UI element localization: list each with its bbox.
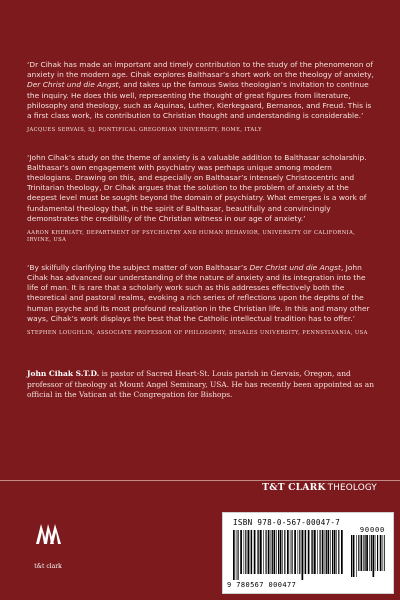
endorsement-attribution-1: JACQUES SERVAIS, SJ, PONTIFICAL GREGORIAN UNIVERSITY, ROME, ITALY xyxy=(27,127,262,134)
barcode-bar xyxy=(312,530,313,574)
barcode-bar xyxy=(330,530,331,574)
barcode-bar xyxy=(302,530,304,580)
barcode-bar xyxy=(383,535,384,571)
barcode-bar xyxy=(254,530,256,574)
barcode-bar xyxy=(366,535,368,571)
publisher-logo-icon xyxy=(28,518,68,560)
barcode-bar xyxy=(369,535,370,571)
barcode-bar xyxy=(238,530,239,580)
publisher-logo xyxy=(28,518,68,570)
barcode-bar xyxy=(305,530,306,574)
barcode-bar xyxy=(260,530,262,574)
barcode-bar xyxy=(377,535,378,571)
barcode-bar xyxy=(271,530,272,574)
barcode-bar xyxy=(280,530,282,574)
barcode-bar xyxy=(263,530,264,574)
barcode-bar xyxy=(299,530,300,574)
barcode-bar xyxy=(380,535,382,571)
barcode-bar xyxy=(334,530,336,574)
endorsement-quote-2: ‘John Cihak’s study on the theme of anxiety is a valuable addition to Balthasar scholarship. Balthasar’s own engagement with psychiatry was perhaps unique among modern theologians. Drawing on this, and especially on Balthasar’s intensely Christocentric and Trinitarian theology, Dr Cihak argues that the solution to the problem of anxiety at the deepest level must be sought beyond the domain of psychiatry. What emerges is a work of fundamental theology that, in the spirit of Balthasar, beautifully and convincingly demonstrates the credibility of the Christian witness in our age of anxiety.’ xyxy=(27,152,367,223)
author-bio xyxy=(27,369,378,400)
barcode-bar xyxy=(274,530,276,574)
barcode-bar xyxy=(325,530,326,574)
barcode-digits: 9 780567 000477 xyxy=(227,581,297,589)
barcode-bar xyxy=(384,535,385,571)
barcode-bar xyxy=(258,530,259,574)
barcode-bar xyxy=(332,530,333,574)
barcode-bar xyxy=(326,530,327,574)
barcode-bar xyxy=(236,530,237,580)
imprint-brand: T&T CLARK xyxy=(262,482,326,493)
barcode-bar xyxy=(287,530,289,574)
barcode-bar xyxy=(292,530,293,574)
barcode-bar xyxy=(341,530,343,574)
barcode-bar xyxy=(233,530,235,580)
barcode-bar xyxy=(298,530,299,574)
barcode-bar xyxy=(371,535,372,571)
barcode-addon-digits: 90000 xyxy=(359,526,385,534)
barcode-bar xyxy=(278,530,279,574)
ean-barcode xyxy=(233,530,343,580)
barcode-bar xyxy=(365,535,366,571)
barcode-bar xyxy=(251,530,252,574)
barcode-bar xyxy=(358,535,359,571)
addon-barcode xyxy=(351,535,385,577)
barcode-bar xyxy=(240,530,242,574)
author-bio-text: is pastor of Sacred Heart-St. Louis parish in Gervais, Oregon, and professor of theology at Mount Angel Seminary, USA. He has recently been appointed as an official in the Vatican at the Congregation for Bishops. xyxy=(27,369,374,400)
book-title-italic: Der Christ und die Angst xyxy=(27,80,119,90)
barcode-area xyxy=(222,512,394,594)
publisher-logo-text: t&t clark xyxy=(34,563,62,570)
endorsement-attribution-2: AARON KHERIATY, DEPARTMENT OF PSYCHIATRY AND HUMAN BEHAVIOR, UNIVERSITY OF CALIFORNIA, IRVINE, USA xyxy=(27,230,356,244)
imprint-series: THEOLOGY xyxy=(327,483,377,493)
barcode-bar xyxy=(268,530,270,574)
author-name: John Cihak S.T.D. xyxy=(27,369,100,379)
endorsement-attribution-3: STEPHEN LOUGHLIN, ASSOCIATE PROFESSOR OF PHILOSOPHY, DESALES UNIVERSITY, PENNSYLVANIA, USA xyxy=(27,330,368,337)
barcode-bar xyxy=(245,530,246,574)
barcode-bar xyxy=(250,530,251,574)
barcode-bar xyxy=(244,530,245,574)
barcode-bar xyxy=(257,530,258,574)
series-imprint xyxy=(262,482,377,493)
barcode-bar xyxy=(290,530,291,574)
barcode-bar xyxy=(320,530,321,574)
imprint-divider xyxy=(0,480,400,481)
barcode-bar xyxy=(373,535,375,577)
barcode-bar xyxy=(282,530,283,574)
book-title-italic: Der Christ und die Angst xyxy=(249,262,341,272)
barcode-bar xyxy=(314,530,316,574)
endorsement-quote-1: ‘Dr Cihak has made an important and timely contribution to the study of the phenomenon of anxiety in the modern age. Cihak explores Balthasar’s short work on the theology of anxiety, Der Christ und die Angst, and takes up the famous Swiss theologian’s invitation to continue the inquiry. He does this well, representing the thought of great figures from literature, philosophy and theology, such as Aquinas, Luther, Kierkegaard, Bernanos, and Freud. This is a first class work, its contribution to Christian thought and understanding is considerable.’ xyxy=(27,60,374,121)
barcode-bar xyxy=(353,535,355,577)
barcode-bar xyxy=(351,535,352,577)
barcode-bar xyxy=(272,530,273,574)
barcode-bar xyxy=(336,530,337,574)
barcode-bar xyxy=(311,530,312,574)
barcode-bar xyxy=(284,530,285,574)
barcode-bar xyxy=(356,535,357,577)
barcode-bar xyxy=(248,530,250,574)
barcode-bar xyxy=(361,535,363,571)
barcode-bar xyxy=(328,530,330,574)
endorsement-quote-3: ‘By skilfully clarifying the subject matter of von Balthasar’s Der Christ und die Angst, John Cihak has advanced our understanding of the nature of anxiety and its integration into the life of man. It is rare that a scholarly work such as this addresses effectively both the theoretical and pastoral realms, evoking a rich series of reflections upon the depths of the human psyche and its most profound realization in the Christian life. In this and many other ways, Cihak’s work displays the best that the Catholic intellectual tradition has to offer.’ xyxy=(27,262,370,323)
barcode-bar xyxy=(317,530,318,574)
barcode-bar xyxy=(304,530,305,574)
barcode-bar xyxy=(294,530,296,574)
isbn-label: ISBN 978-0-567-00047-7 xyxy=(233,518,341,527)
barcode-bar xyxy=(363,535,364,571)
barcode-bar xyxy=(322,530,324,574)
barcode-bar xyxy=(338,530,339,574)
barcode-bar xyxy=(276,530,277,574)
barcode-bar xyxy=(308,530,310,574)
blurb-column xyxy=(27,0,378,408)
barcode-bar xyxy=(266,530,267,574)
barcode-bar xyxy=(375,535,376,571)
